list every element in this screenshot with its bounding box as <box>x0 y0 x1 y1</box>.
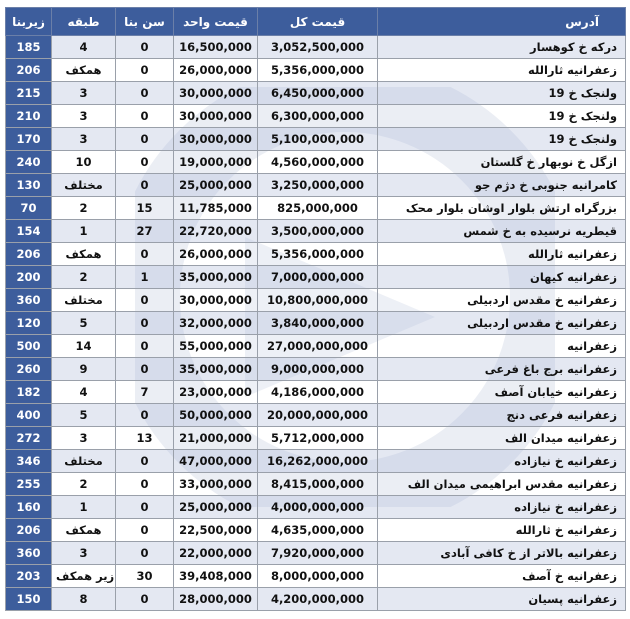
cell-age: 0 <box>116 473 174 496</box>
cell-address: ولنجک خ 19 <box>378 82 626 105</box>
cell-area: 215 <box>6 82 52 105</box>
cell-floor: 14 <box>52 335 116 358</box>
cell-area: 272 <box>6 427 52 450</box>
table-row <box>6 450 626 473</box>
cell-floor: 10 <box>52 151 116 174</box>
cell-address: زعفرانیه فرعی دنج <box>378 404 626 427</box>
table-header-row <box>6 8 626 36</box>
cell-age: 0 <box>116 151 174 174</box>
cell-floor: 3 <box>52 105 116 128</box>
table-row <box>6 59 626 82</box>
table-row <box>6 220 626 243</box>
column-header-area: زیربنا <box>6 8 52 36</box>
cell-address: زعفرانیه کیهان <box>378 266 626 289</box>
cell-unit-price: 16,500,000 <box>174 36 258 59</box>
cell-total-price: 27,000,000,000 <box>258 335 378 358</box>
cell-address: زعفرانیه بالاتر از خ کافی آبادی <box>378 542 626 565</box>
cell-age: 0 <box>116 59 174 82</box>
cell-total-price: 5,356,000,000 <box>258 243 378 266</box>
cell-total-price: 20,000,000,000 <box>258 404 378 427</box>
cell-address: زعفرانیه خ آصف <box>378 565 626 588</box>
cell-total-price: 825,000,000 <box>258 197 378 220</box>
cell-area: 160 <box>6 496 52 519</box>
cell-address: کامرانیه جنوبی خ دژم جو <box>378 174 626 197</box>
column-header-total-price: قیمت کل <box>258 8 378 36</box>
cell-unit-price: 25,000,000 <box>174 174 258 197</box>
cell-age: 0 <box>116 542 174 565</box>
cell-address: زعفرانیه خیابان آصف <box>378 381 626 404</box>
cell-floor: همکف <box>52 243 116 266</box>
table-row <box>6 197 626 220</box>
cell-area: 206 <box>6 59 52 82</box>
table-row <box>6 151 626 174</box>
cell-address: زعفرانیه پسیان <box>378 588 626 611</box>
column-header-address: آدرس <box>378 8 626 36</box>
cell-area: 500 <box>6 335 52 358</box>
cell-age: 0 <box>116 404 174 427</box>
cell-total-price: 4,560,000,000 <box>258 151 378 174</box>
cell-floor: 4 <box>52 36 116 59</box>
cell-total-price: 9,000,000,000 <box>258 358 378 381</box>
cell-unit-price: 11,785,000 <box>174 197 258 220</box>
table-row <box>6 427 626 450</box>
cell-address: زعفرانیه خ ثارالله <box>378 519 626 542</box>
cell-age: 0 <box>116 289 174 312</box>
cell-area: 150 <box>6 588 52 611</box>
cell-address: ازگل خ نوبهار خ گلستان <box>378 151 626 174</box>
cell-age: 15 <box>116 197 174 220</box>
cell-total-price: 8,415,000,000 <box>258 473 378 496</box>
cell-area: 260 <box>6 358 52 381</box>
cell-unit-price: 23,000,000 <box>174 381 258 404</box>
cell-address: زعفرانیه ثارالله <box>378 59 626 82</box>
cell-area: 185 <box>6 36 52 59</box>
table-row <box>6 36 626 59</box>
cell-unit-price: 32,000,000 <box>174 312 258 335</box>
cell-age: 0 <box>116 588 174 611</box>
cell-unit-price: 21,000,000 <box>174 427 258 450</box>
cell-unit-price: 19,000,000 <box>174 151 258 174</box>
cell-floor: 1 <box>52 496 116 519</box>
cell-area: 206 <box>6 519 52 542</box>
cell-floor: 2 <box>52 197 116 220</box>
cell-unit-price: 35,000,000 <box>174 266 258 289</box>
cell-address: زعفرانیه میدان الف <box>378 427 626 450</box>
cell-area: 400 <box>6 404 52 427</box>
cell-unit-price: 22,000,000 <box>174 542 258 565</box>
table-row <box>6 358 626 381</box>
cell-unit-price: 28,000,000 <box>174 588 258 611</box>
cell-unit-price: 22,500,000 <box>174 519 258 542</box>
cell-area: 200 <box>6 266 52 289</box>
cell-floor: 5 <box>52 312 116 335</box>
column-header-age: سن بنا <box>116 8 174 36</box>
cell-unit-price: 33,000,000 <box>174 473 258 496</box>
cell-area: 360 <box>6 289 52 312</box>
cell-address: زعفرانیه مقدس ابراهیمی میدان الف <box>378 473 626 496</box>
cell-age: 0 <box>116 128 174 151</box>
cell-total-price: 3,840,000,000 <box>258 312 378 335</box>
cell-floor: 3 <box>52 128 116 151</box>
cell-area: 130 <box>6 174 52 197</box>
cell-unit-price: 30,000,000 <box>174 82 258 105</box>
cell-floor: همکف <box>52 59 116 82</box>
cell-area: 203 <box>6 565 52 588</box>
cell-floor: 3 <box>52 82 116 105</box>
cell-total-price: 7,000,000,000 <box>258 266 378 289</box>
cell-total-price: 4,186,000,000 <box>258 381 378 404</box>
table-row <box>6 496 626 519</box>
cell-age: 0 <box>116 36 174 59</box>
cell-area: 182 <box>6 381 52 404</box>
table-row <box>6 335 626 358</box>
table-row <box>6 565 626 588</box>
cell-floor: 1 <box>52 220 116 243</box>
cell-floor: زیر همکف <box>52 565 116 588</box>
cell-floor: مختلف <box>52 289 116 312</box>
cell-unit-price: 50,000,000 <box>174 404 258 427</box>
cell-age: 0 <box>116 105 174 128</box>
cell-total-price: 4,200,000,000 <box>258 588 378 611</box>
cell-area: 255 <box>6 473 52 496</box>
cell-total-price: 5,712,000,000 <box>258 427 378 450</box>
apartment-price-table <box>5 7 626 611</box>
cell-address: زعفرانیه خ مقدس اردبیلی <box>378 312 626 335</box>
cell-total-price: 4,635,000,000 <box>258 519 378 542</box>
cell-unit-price: 30,000,000 <box>174 289 258 312</box>
cell-area: 346 <box>6 450 52 473</box>
table-row <box>6 82 626 105</box>
table-row <box>6 588 626 611</box>
table-row <box>6 105 626 128</box>
cell-age: 0 <box>116 519 174 542</box>
cell-age: 0 <box>116 243 174 266</box>
cell-total-price: 5,100,000,000 <box>258 128 378 151</box>
cell-address: زعفرانیه خ نیازاده <box>378 450 626 473</box>
cell-address: زعفرانیه ثارالله <box>378 243 626 266</box>
cell-total-price: 16,262,000,000 <box>258 450 378 473</box>
cell-area: 120 <box>6 312 52 335</box>
cell-total-price: 6,300,000,000 <box>258 105 378 128</box>
cell-floor: 4 <box>52 381 116 404</box>
cell-unit-price: 55,000,000 <box>174 335 258 358</box>
table-row <box>6 312 626 335</box>
table-body <box>6 36 626 611</box>
cell-address: زعفرانیه خ نیازاده <box>378 496 626 519</box>
cell-floor: 8 <box>52 588 116 611</box>
cell-age: 0 <box>116 335 174 358</box>
cell-unit-price: 22,720,000 <box>174 220 258 243</box>
cell-floor: 2 <box>52 473 116 496</box>
cell-unit-price: 26,000,000 <box>174 243 258 266</box>
table-row <box>6 266 626 289</box>
cell-total-price: 3,500,000,000 <box>258 220 378 243</box>
cell-total-price: 3,250,000,000 <box>258 174 378 197</box>
cell-age: 0 <box>116 312 174 335</box>
cell-total-price: 7,920,000,000 <box>258 542 378 565</box>
column-header-unit-price: قیمت واحد <box>174 8 258 36</box>
cell-floor: 3 <box>52 427 116 450</box>
cell-unit-price: 30,000,000 <box>174 105 258 128</box>
cell-age: 0 <box>116 82 174 105</box>
cell-address: درکه خ کوهسار <box>378 36 626 59</box>
cell-area: 240 <box>6 151 52 174</box>
column-header-floor: طبقه <box>52 8 116 36</box>
cell-age: 30 <box>116 565 174 588</box>
cell-area: 360 <box>6 542 52 565</box>
cell-unit-price: 30,000,000 <box>174 128 258 151</box>
table-row <box>6 128 626 151</box>
cell-total-price: 3,052,500,000 <box>258 36 378 59</box>
cell-floor: همکف <box>52 519 116 542</box>
cell-floor: 2 <box>52 266 116 289</box>
cell-floor: 5 <box>52 404 116 427</box>
cell-floor: مختلف <box>52 450 116 473</box>
cell-address: قیطریه نرسیده به خ شمس <box>378 220 626 243</box>
cell-unit-price: 35,000,000 <box>174 358 258 381</box>
cell-unit-price: 26,000,000 <box>174 59 258 82</box>
cell-unit-price: 47,000,000 <box>174 450 258 473</box>
table-row <box>6 289 626 312</box>
cell-age: 27 <box>116 220 174 243</box>
cell-unit-price: 39,408,000 <box>174 565 258 588</box>
cell-area: 154 <box>6 220 52 243</box>
cell-address: ولنجک خ 19 <box>378 105 626 128</box>
cell-total-price: 5,356,000,000 <box>258 59 378 82</box>
cell-address: زعفرانیه خ مقدس اردبیلی <box>378 289 626 312</box>
table-row <box>6 519 626 542</box>
cell-address: زعفرانیه <box>378 335 626 358</box>
cell-age: 0 <box>116 358 174 381</box>
table-row <box>6 381 626 404</box>
cell-age: 1 <box>116 266 174 289</box>
cell-total-price: 10,800,000,000 <box>258 289 378 312</box>
cell-unit-price: 25,000,000 <box>174 496 258 519</box>
cell-age: 0 <box>116 174 174 197</box>
cell-floor: مختلف <box>52 174 116 197</box>
cell-total-price: 4,000,000,000 <box>258 496 378 519</box>
cell-area: 170 <box>6 128 52 151</box>
table-row <box>6 542 626 565</box>
cell-area: 206 <box>6 243 52 266</box>
cell-floor: 3 <box>52 542 116 565</box>
cell-age: 0 <box>116 450 174 473</box>
cell-total-price: 6,450,000,000 <box>258 82 378 105</box>
cell-age: 13 <box>116 427 174 450</box>
table-row <box>6 174 626 197</box>
table-row <box>6 243 626 266</box>
cell-address: بزرگراه ارتش بلوار اوشان بلوار محک <box>378 197 626 220</box>
cell-floor: 9 <box>52 358 116 381</box>
cell-address: زعفرانیه برج باغ فرعی <box>378 358 626 381</box>
cell-age: 0 <box>116 496 174 519</box>
cell-area: 210 <box>6 105 52 128</box>
table-row <box>6 404 626 427</box>
cell-total-price: 8,000,000,000 <box>258 565 378 588</box>
table-row <box>6 473 626 496</box>
cell-age: 7 <box>116 381 174 404</box>
listing-table-container <box>5 7 625 611</box>
cell-area: 70 <box>6 197 52 220</box>
cell-address: ولنجک خ 19 <box>378 128 626 151</box>
